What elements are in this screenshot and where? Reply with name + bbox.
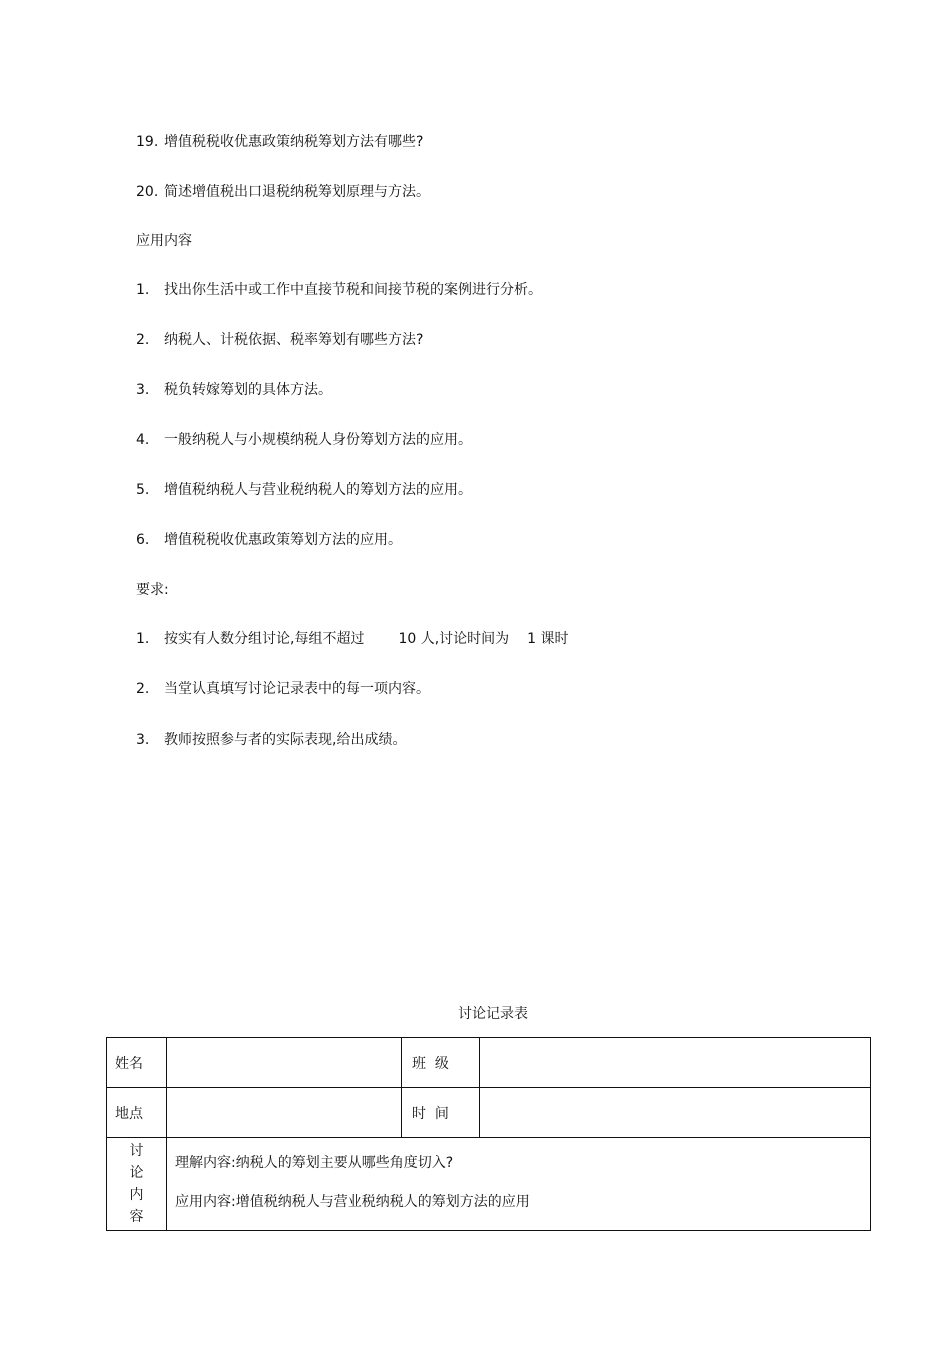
- item-text: 纳税人、计税依据、税率筹划有哪些方法?: [164, 332, 424, 348]
- application-content: 应用内容:增值税纳税人与营业税纳税人的筹划方法的应用: [175, 1193, 530, 1210]
- item-number: 1.: [136, 282, 150, 298]
- discussion-content-cell: [167, 1138, 871, 1231]
- class-field[interactable]: [480, 1038, 871, 1088]
- item-text: 教师按照参与者的实际表现,给出成绩。: [164, 732, 407, 748]
- application-item: [136, 380, 332, 400]
- application-item: [136, 330, 423, 350]
- item-number: 4.: [136, 432, 150, 448]
- question-20: [136, 182, 430, 202]
- item-number: 5.: [136, 482, 150, 498]
- application-item: [136, 530, 402, 550]
- item-number: 1.: [136, 631, 150, 647]
- label-char: 讨: [129, 1143, 144, 1159]
- application-item: [136, 280, 542, 300]
- time-label-text: 时 间: [412, 1105, 449, 1122]
- item-number: 3.: [136, 382, 150, 398]
- table-row: [107, 1038, 871, 1088]
- item-text: 增值税纳税人与营业税纳税人的筹划方法的应用。: [164, 482, 472, 498]
- application-heading: 应用内容: [136, 233, 192, 249]
- question-number: 20.: [136, 184, 159, 200]
- name-field[interactable]: [167, 1038, 402, 1088]
- item-number: 3.: [136, 732, 150, 748]
- label-char: 论: [129, 1165, 144, 1181]
- item-text: 增值税税收优惠政策筹划方法的应用。: [164, 532, 402, 548]
- question-number: 19.: [136, 134, 159, 150]
- name-label: 姓名: [107, 1038, 167, 1088]
- place-label: 地点: [107, 1088, 167, 1138]
- requirement-text-part2: 10 人,讨论时间为: [398, 631, 510, 647]
- requirement-item: [136, 730, 406, 750]
- requirement-item: [136, 629, 569, 649]
- class-label: [402, 1038, 480, 1088]
- requirement-item: [136, 679, 430, 699]
- item-text: 找出你生活中或工作中直接节税和间接节税的案例进行分析。: [164, 282, 542, 298]
- time-label: [402, 1088, 480, 1138]
- question-text: 简述增值税出口退税纳税筹划原理与方法。: [164, 184, 430, 200]
- item-number: 2.: [136, 332, 150, 348]
- label-char: 内: [129, 1187, 144, 1203]
- record-table-title: 讨论记录表: [458, 1006, 528, 1022]
- requirements-heading: 要求:: [136, 582, 169, 598]
- item-text: 当堂认真填写讨论记录表中的每一项内容。: [164, 681, 430, 697]
- question-text: 增值税税收优惠政策纳税筹划方法有哪些?: [164, 134, 424, 150]
- discussion-record-table: [106, 1037, 871, 1231]
- understanding-content: 理解内容:纳税人的筹划主要从哪些角度切入?: [175, 1154, 454, 1171]
- item-number: 2.: [136, 681, 150, 697]
- requirement-text-part3: 1 课时: [527, 631, 569, 647]
- application-item: [136, 430, 472, 450]
- item-number: 6.: [136, 532, 150, 548]
- label-char: 容: [129, 1209, 144, 1225]
- item-text: 税负转嫁筹划的具体方法。: [164, 382, 332, 398]
- requirement-text-part1: 按实有人数分组讨论,每组不超过: [164, 631, 365, 647]
- question-19: [136, 132, 423, 152]
- discussion-content-label: [107, 1138, 167, 1231]
- item-text: 一般纳税人与小规模纳税人身份筹划方法的应用。: [164, 432, 472, 448]
- place-field[interactable]: [167, 1088, 402, 1138]
- class-label-text: 班 级: [412, 1055, 449, 1072]
- application-item: [136, 480, 472, 500]
- table-row: [107, 1088, 871, 1138]
- time-field[interactable]: [480, 1088, 871, 1138]
- table-row: [107, 1138, 871, 1231]
